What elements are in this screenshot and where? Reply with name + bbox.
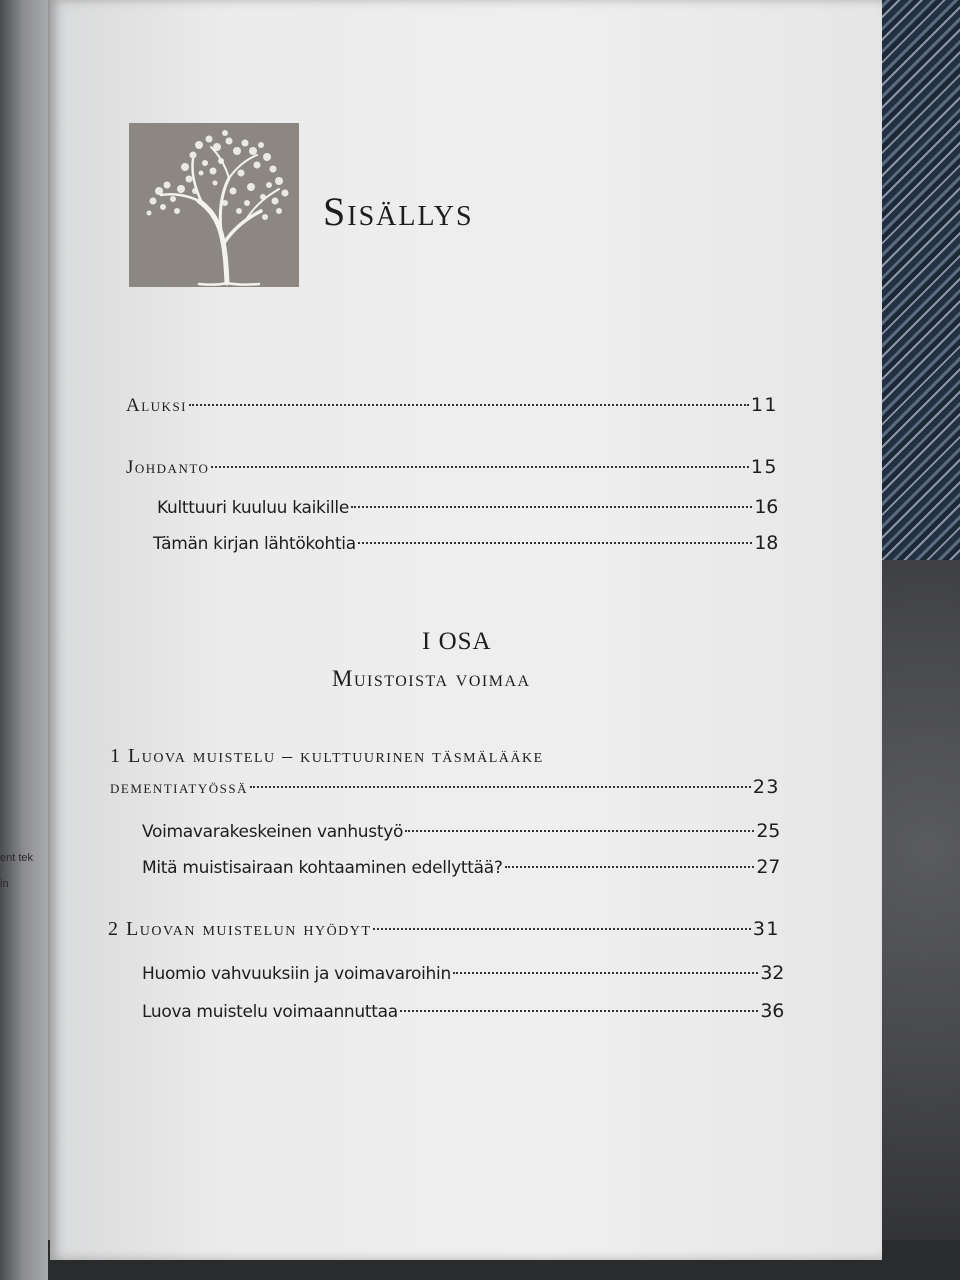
page-title: Sisällys xyxy=(323,189,474,234)
dot-leader xyxy=(189,404,749,406)
dot-leader xyxy=(211,466,748,468)
part-number: I OSA xyxy=(422,628,492,655)
toc-entry-vahvuuksiin[interactable] xyxy=(142,962,784,984)
toc-entry-page: 32 xyxy=(760,962,784,984)
toc-entry-kohtaaminen[interactable] xyxy=(142,856,780,878)
tree-icon xyxy=(129,123,299,287)
chapter-1-title-continued: dementiatyössä xyxy=(110,777,248,798)
chapter-1-title[interactable]: 1 Luova muistelu – kulttuurinen täsmälääke xyxy=(110,745,544,767)
toc-entry-page: 15 xyxy=(750,456,778,478)
dot-leader xyxy=(250,786,751,788)
toc-entry-kulttuuri[interactable] xyxy=(157,496,778,518)
toc-entry-page: 36 xyxy=(760,1000,784,1022)
part-title: Muistoista voimaa xyxy=(332,666,531,691)
dot-leader xyxy=(373,928,750,930)
left-page-fragment: ent tek xyxy=(0,852,34,864)
dot-leader xyxy=(453,972,758,974)
chapter-2-title: 2 Luovan muistelun hyödyt xyxy=(108,918,372,940)
toc-entry-page: 11 xyxy=(750,394,778,416)
left-page xyxy=(0,0,48,1280)
toc-entry-voimaannuttaa[interactable] xyxy=(142,1000,784,1022)
dot-leader xyxy=(351,506,752,508)
dot-leader xyxy=(358,542,753,544)
toc-entry-page: 23 xyxy=(752,776,780,798)
toc-entry-aluksi[interactable] xyxy=(126,394,778,417)
background-fabric xyxy=(878,0,960,560)
book-page xyxy=(50,0,882,1260)
toc-entry-label: Mitä muistisairaan kohtaaminen edellyttää? xyxy=(142,858,503,878)
toc-entry-page: 27 xyxy=(756,856,780,878)
toc-entry-page: 31 xyxy=(752,918,780,940)
dot-leader xyxy=(505,866,755,868)
toc-entry-label: Voimavarakeskeinen vanhustyö xyxy=(142,822,404,842)
left-page-fragment: in xyxy=(0,878,9,890)
left-page-text xyxy=(0,845,33,897)
toc-entry-label: Tämän kirjan lähtökohtia xyxy=(153,534,356,554)
toc-entry-johdanto[interactable] xyxy=(126,456,778,479)
toc-entry-page: 25 xyxy=(756,820,780,842)
toc-entry-chapter-1[interactable] xyxy=(110,776,780,799)
toc-entry-label: Johdanto xyxy=(126,457,210,478)
background-cushion xyxy=(878,560,960,1280)
toc-entry-page: 18 xyxy=(754,532,778,554)
toc-entry-label: Huomio vahvuuksiin ja voimavaroihin xyxy=(142,964,451,984)
toc-entry-label: Luova muistelu voimaannuttaa xyxy=(142,1002,398,1022)
toc-entry-page: 16 xyxy=(754,496,778,518)
toc-entry-label: Kulttuuri kuuluu kaikille xyxy=(157,498,350,518)
dot-leader xyxy=(405,830,754,832)
toc-entry-lahtokohtia[interactable] xyxy=(153,532,778,554)
dot-leader xyxy=(400,1010,759,1012)
toc-entry-label: Aluksi xyxy=(126,395,187,416)
toc-entry-voimavarakeskeinen[interactable] xyxy=(142,820,780,842)
toc-entry-chapter-2[interactable] xyxy=(108,918,780,941)
